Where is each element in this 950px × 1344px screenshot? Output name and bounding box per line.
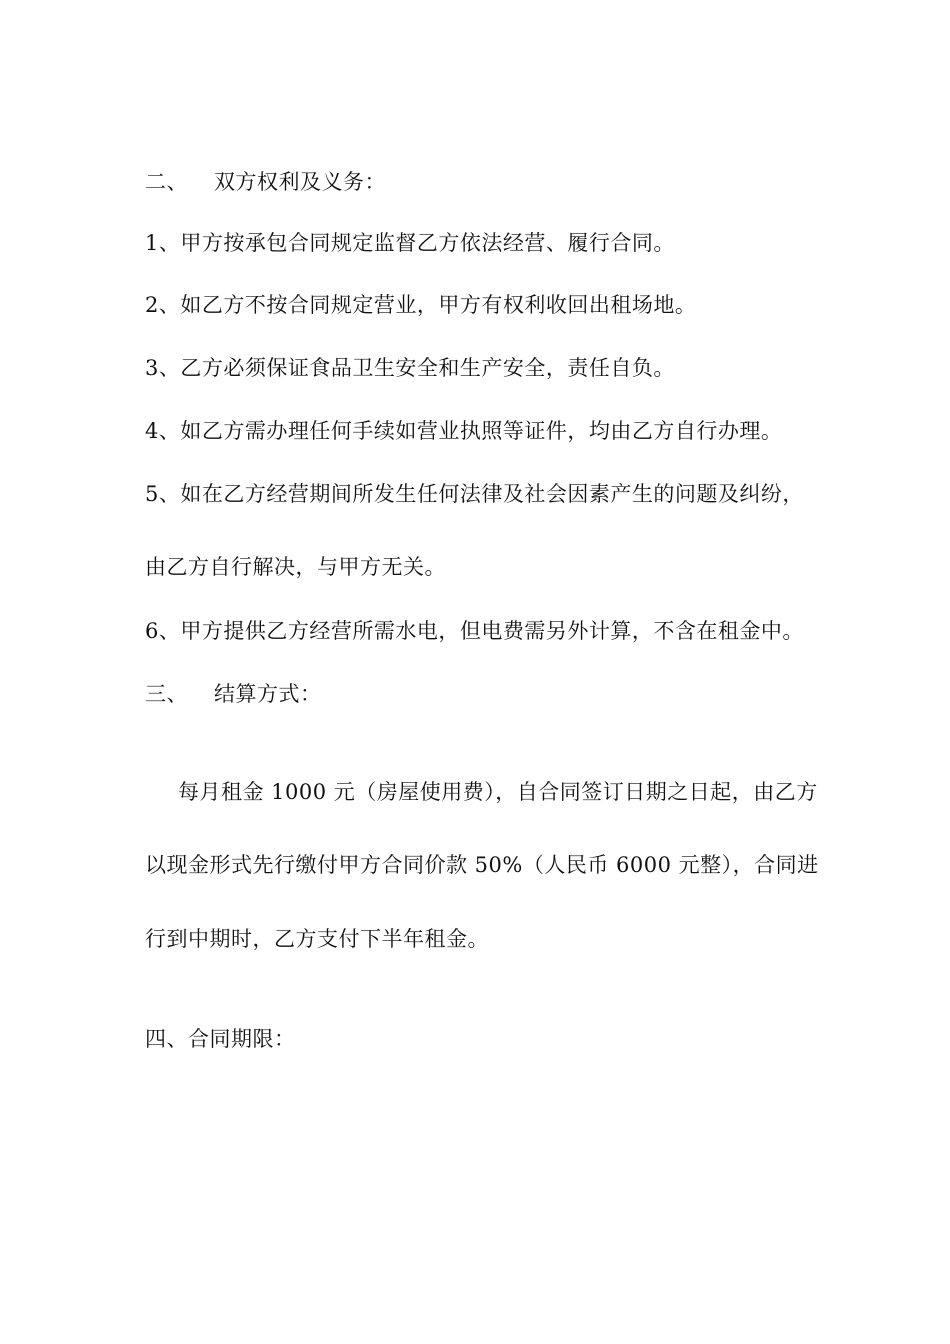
settlement-paragraph-line-3: 行到中期时，乙方支付下半年租金。 xyxy=(145,927,489,951)
section-3-title: 结算方式： xyxy=(214,682,322,706)
clause-5-continuation: 由乙方自行解决，与甲方无关。 xyxy=(145,555,446,579)
section-4-heading: 四、合同期限： xyxy=(145,1027,296,1051)
clause-5: 5、如在乙方经营期间所发生任何法律及社会因素产生的问题及纠纷， xyxy=(145,482,804,506)
clause-1: 1、甲方按承包合同规定监督乙方依法经营、履行合同。 xyxy=(145,231,675,255)
settlement-paragraph-line-2: 以现金形式先行缴付甲方合同价款 50%（人民币 6000 元整），合同进 xyxy=(145,853,819,877)
section-3-heading xyxy=(145,680,322,708)
clause-3: 3、乙方必须保证食品卫生安全和生产安全，责任自负。 xyxy=(145,356,675,380)
clause-2: 2、如乙方不按合同规定营业，甲方有权利收回出租场地。 xyxy=(145,293,697,317)
section-2-heading xyxy=(145,168,386,196)
section-2-number: 二、 xyxy=(145,170,188,194)
settlement-paragraph-line-1: 每月租金 1000 元（房屋使用费），自合同签订日期之日起，由乙方 xyxy=(178,780,818,804)
section-3-number: 三、 xyxy=(145,682,188,706)
clause-4: 4、如乙方需办理任何手续如营业执照等证件，均由乙方自行办理。 xyxy=(145,419,783,443)
section-2-title: 双方权利及义务： xyxy=(214,170,386,194)
clause-6: 6、甲方提供乙方经营所需水电，但电费需另外计算，不含在租金中。 xyxy=(145,619,804,643)
